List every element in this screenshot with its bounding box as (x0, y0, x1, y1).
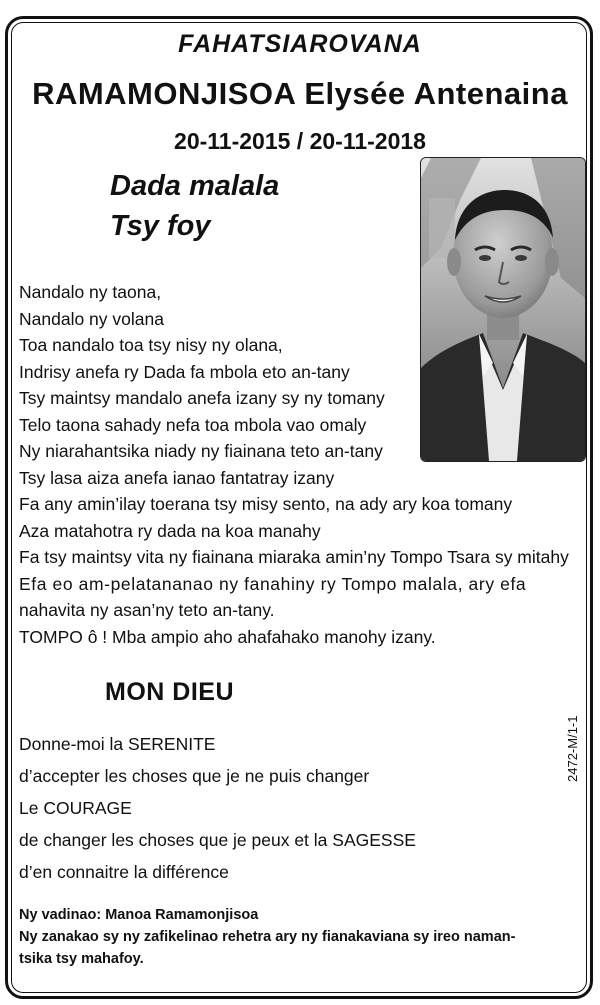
poem (19, 279, 569, 650)
poem-line: Ny niarahantsika niady ny fiainana teto an-tany (19, 441, 383, 461)
signoff-family: Ny zanakao sy ny zafikelinao rehetra ary ny fianakaviana sy ireo naman- (19, 929, 516, 945)
poem-line: Fa any amin’ilay toerana tsy misy sento, na ady ary koa tomany (19, 494, 513, 514)
poem-line: Nandalo ny taona, (19, 282, 162, 302)
poem-line: Nandalo ny volana (19, 308, 164, 329)
poem-line: Indrisy anefa ry Dada fa mbola eto an-tany (19, 361, 350, 382)
prayer-line: Le COURAGE (19, 798, 132, 818)
poem-line: Tsy lasa aiza anefa ianao fantatray izany (19, 467, 335, 488)
notice-kicker: FAHATSIAROVANA (178, 30, 422, 58)
poem-line: Telo taona sahady nefa toa mbola vao omaly (19, 414, 367, 435)
deceased-name: RAMAMONJISOA Elysée Antenaina (32, 76, 568, 111)
poem-line: Efa eo am-pelatananao ny fanahiny ry Tompo malala, ary efa (19, 573, 527, 594)
tagline-line-2: Tsy foy (110, 210, 211, 242)
poem-line: Tsy maintsy mandalo anefa izany sy ny tomany (19, 388, 385, 408)
memorial-dates: 20-11-2015 / 20-11-2018 (174, 128, 426, 154)
poem-line: Aza matahotra ry dada na koa manahy (19, 520, 321, 541)
tagline-line-1: Dada malala (110, 170, 280, 202)
prayer-line: d’accepter les choses que je ne puis changer (19, 766, 370, 786)
prayer (19, 728, 416, 888)
reference-code: 2472-M/1-1 (565, 715, 580, 782)
prayer-line: Donne-moi la SERENITE (19, 734, 216, 754)
signoff (19, 904, 579, 970)
poem-line: nahavita ny asan’ny teto an-tany. (19, 600, 275, 620)
poem-line: TOMPO ô ! Mba ampio aho ahafahako manohy izany. (19, 626, 436, 647)
poem-line: Toa nandalo toa tsy nisy ny olana, (19, 335, 283, 355)
prayer-title: MON DIEU (105, 678, 234, 706)
signoff-family-cont: tsika tsy mahafoy. (19, 951, 144, 967)
prayer-line: d’en connaitre la différence (19, 862, 229, 882)
poem-line: Fa tsy maintsy vita ny fiainana miaraka amin’ny Tompo Tsara sy mitahy (19, 547, 569, 567)
signoff-spouse: Ny vadinao: Manoa Ramamonjisoa (19, 907, 259, 923)
prayer-line: de changer les choses que je peux et la SAGESSE (19, 830, 416, 850)
